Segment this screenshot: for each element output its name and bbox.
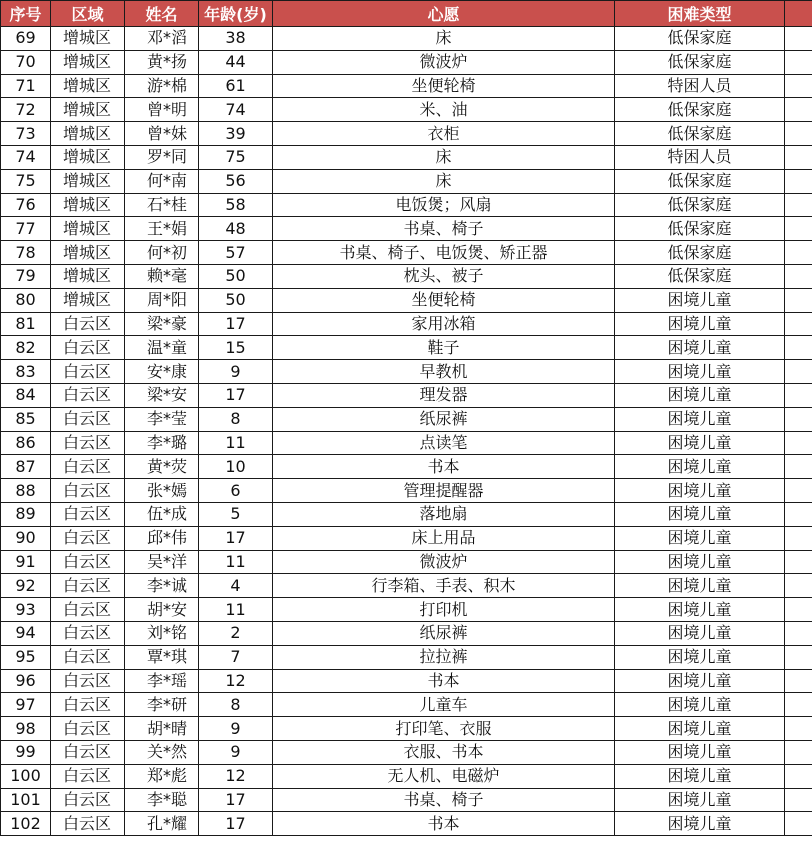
cell-wish: 落地扇 (273, 502, 615, 526)
cell-age: 9 (199, 360, 273, 384)
cell-extra (785, 574, 812, 598)
table-row (1, 360, 812, 384)
cell-age: 9 (199, 717, 273, 741)
cell-district: 增城区 (51, 264, 125, 288)
table-row (1, 169, 812, 193)
cell-age: 17 (199, 526, 273, 550)
table-row (1, 645, 812, 669)
cell-district: 白云区 (51, 455, 125, 479)
cell-type: 困境儿童 (615, 812, 785, 836)
cell-extra (785, 645, 812, 669)
cell-index: 70 (1, 50, 51, 74)
table-row (1, 241, 812, 265)
table-row (1, 217, 812, 241)
cell-age: 9 (199, 740, 273, 764)
cell-wish: 打印笔、衣服 (273, 717, 615, 741)
cell-index: 71 (1, 74, 51, 98)
cell-index: 94 (1, 621, 51, 645)
cell-district: 白云区 (51, 550, 125, 574)
cell-type: 困境儿童 (615, 288, 785, 312)
cell-extra (785, 217, 812, 241)
cell-name: 孔*耀 (125, 812, 199, 836)
cell-index: 83 (1, 360, 51, 384)
cell-type: 困境儿童 (615, 764, 785, 788)
cell-type: 困境儿童 (615, 526, 785, 550)
cell-extra (785, 169, 812, 193)
cell-district: 白云区 (51, 669, 125, 693)
cell-wish: 纸尿裤 (273, 407, 615, 431)
cell-age: 12 (199, 669, 273, 693)
header-wish: 心愿 (273, 1, 615, 27)
cell-type: 困境儿童 (615, 455, 785, 479)
cell-extra (785, 693, 812, 717)
cell-name: 温*童 (125, 336, 199, 360)
cell-wish: 书桌、椅子、电饭煲、矫正器 (273, 241, 615, 265)
cell-district: 增城区 (51, 241, 125, 265)
cell-district: 白云区 (51, 574, 125, 598)
table-row (1, 288, 812, 312)
cell-extra (785, 455, 812, 479)
cell-type: 困境儿童 (615, 360, 785, 384)
cell-type: 困境儿童 (615, 502, 785, 526)
cell-district: 白云区 (51, 479, 125, 503)
cell-wish: 书桌、椅子 (273, 788, 615, 812)
cell-age: 50 (199, 264, 273, 288)
cell-name: 黄*扬 (125, 50, 199, 74)
cell-type: 困境儿童 (615, 407, 785, 431)
cell-name: 赖*毫 (125, 264, 199, 288)
cell-extra (785, 502, 812, 526)
cell-wish: 床 (273, 27, 615, 51)
cell-name: 黄*荧 (125, 455, 199, 479)
cell-type: 低保家庭 (615, 98, 785, 122)
cell-wish: 床 (273, 145, 615, 169)
table-row (1, 383, 812, 407)
cell-district: 增城区 (51, 217, 125, 241)
cell-type: 困境儿童 (615, 598, 785, 622)
table-row (1, 764, 812, 788)
cell-index: 102 (1, 812, 51, 836)
cell-age: 5 (199, 502, 273, 526)
table-row (1, 264, 812, 288)
cell-wish: 微波炉 (273, 550, 615, 574)
table-row (1, 50, 812, 74)
header-district: 区域 (51, 1, 125, 27)
cell-wish: 坐便轮椅 (273, 288, 615, 312)
cell-district: 白云区 (51, 598, 125, 622)
cell-name: 关*然 (125, 740, 199, 764)
cell-type: 困境儿童 (615, 383, 785, 407)
cell-index: 80 (1, 288, 51, 312)
cell-index: 75 (1, 169, 51, 193)
cell-name: 张*嫣 (125, 479, 199, 503)
cell-district: 白云区 (51, 717, 125, 741)
cell-index: 96 (1, 669, 51, 693)
cell-district: 增城区 (51, 288, 125, 312)
cell-index: 78 (1, 241, 51, 265)
cell-district: 白云区 (51, 360, 125, 384)
cell-age: 75 (199, 145, 273, 169)
cell-age: 57 (199, 241, 273, 265)
cell-name: 李*研 (125, 693, 199, 717)
table-row (1, 145, 812, 169)
header-index: 序号 (1, 1, 51, 27)
cell-extra (785, 621, 812, 645)
cell-age: 56 (199, 169, 273, 193)
cell-age: 7 (199, 645, 273, 669)
table-row (1, 193, 812, 217)
cell-wish: 拉拉裤 (273, 645, 615, 669)
cell-name: 曾*明 (125, 98, 199, 122)
cell-name: 梁*豪 (125, 312, 199, 336)
cell-index: 72 (1, 98, 51, 122)
table-row (1, 74, 812, 98)
cell-type: 低保家庭 (615, 50, 785, 74)
cell-type: 低保家庭 (615, 169, 785, 193)
cell-age: 6 (199, 479, 273, 503)
cell-index: 89 (1, 502, 51, 526)
cell-district: 白云区 (51, 407, 125, 431)
cell-type: 特困人员 (615, 74, 785, 98)
cell-wish: 早教机 (273, 360, 615, 384)
cell-wish: 枕头、被子 (273, 264, 615, 288)
cell-age: 11 (199, 598, 273, 622)
cell-index: 77 (1, 217, 51, 241)
cell-age: 17 (199, 312, 273, 336)
cell-extra (785, 788, 812, 812)
cell-age: 11 (199, 431, 273, 455)
table-row (1, 336, 812, 360)
cell-extra (785, 98, 812, 122)
cell-district: 白云区 (51, 526, 125, 550)
cell-age: 15 (199, 336, 273, 360)
cell-name: 周*阳 (125, 288, 199, 312)
header-type: 困难类型 (615, 1, 785, 27)
cell-wish: 书桌、椅子 (273, 217, 615, 241)
cell-wish: 电饭煲；风扇 (273, 193, 615, 217)
cell-district: 白云区 (51, 693, 125, 717)
cell-wish: 书本 (273, 455, 615, 479)
cell-index: 74 (1, 145, 51, 169)
cell-name: 何*初 (125, 241, 199, 265)
table-row (1, 431, 812, 455)
cell-index: 88 (1, 479, 51, 503)
cell-name: 李*聪 (125, 788, 199, 812)
cell-extra (785, 669, 812, 693)
cell-extra (785, 717, 812, 741)
cell-wish: 行李箱、手表、积木 (273, 574, 615, 598)
table-row (1, 574, 812, 598)
cell-district: 增城区 (51, 74, 125, 98)
cell-name: 吴*洋 (125, 550, 199, 574)
table-row (1, 621, 812, 645)
cell-extra (785, 336, 812, 360)
cell-type: 困境儿童 (615, 312, 785, 336)
cell-index: 81 (1, 312, 51, 336)
cell-district: 白云区 (51, 336, 125, 360)
cell-type: 特困人员 (615, 145, 785, 169)
cell-index: 95 (1, 645, 51, 669)
cell-wish: 儿童车 (273, 693, 615, 717)
cell-name: 覃*琪 (125, 645, 199, 669)
cell-district: 白云区 (51, 812, 125, 836)
table-body (1, 27, 812, 836)
cell-wish: 坐便轮椅 (273, 74, 615, 98)
cell-extra (785, 431, 812, 455)
cell-age: 10 (199, 455, 273, 479)
cell-index: 91 (1, 550, 51, 574)
cell-name: 安*康 (125, 360, 199, 384)
cell-wish: 家用冰箱 (273, 312, 615, 336)
cell-wish: 书本 (273, 812, 615, 836)
cell-age: 39 (199, 122, 273, 146)
table-row (1, 407, 812, 431)
cell-age: 17 (199, 812, 273, 836)
cell-name: 邱*伟 (125, 526, 199, 550)
cell-district: 白云区 (51, 621, 125, 645)
header-extra (785, 1, 812, 27)
cell-age: 74 (199, 98, 273, 122)
cell-index: 69 (1, 27, 51, 51)
cell-wish: 衣柜 (273, 122, 615, 146)
cell-index: 97 (1, 693, 51, 717)
cell-district: 白云区 (51, 645, 125, 669)
cell-wish: 米、油 (273, 98, 615, 122)
table-row (1, 502, 812, 526)
cell-extra (785, 145, 812, 169)
table-row (1, 312, 812, 336)
cell-wish: 管理提醒器 (273, 479, 615, 503)
cell-extra (785, 550, 812, 574)
cell-age: 38 (199, 27, 273, 51)
cell-district: 白云区 (51, 764, 125, 788)
cell-index: 82 (1, 336, 51, 360)
cell-name: 李*莹 (125, 407, 199, 431)
cell-type: 困境儿童 (615, 717, 785, 741)
cell-age: 44 (199, 50, 273, 74)
table-row (1, 598, 812, 622)
cell-wish: 书本 (273, 669, 615, 693)
cell-district: 白云区 (51, 502, 125, 526)
table-row (1, 526, 812, 550)
cell-extra (785, 407, 812, 431)
header-row (1, 1, 812, 27)
cell-age: 11 (199, 550, 273, 574)
cell-index: 73 (1, 122, 51, 146)
cell-type: 困境儿童 (615, 621, 785, 645)
cell-name: 石*桂 (125, 193, 199, 217)
cell-extra (785, 264, 812, 288)
cell-extra (785, 383, 812, 407)
table-row (1, 669, 812, 693)
cell-district: 增城区 (51, 27, 125, 51)
cell-type: 低保家庭 (615, 264, 785, 288)
cell-extra (785, 27, 812, 51)
cell-extra (785, 74, 812, 98)
cell-wish: 打印机 (273, 598, 615, 622)
cell-index: 92 (1, 574, 51, 598)
header-name: 姓名 (125, 1, 199, 27)
cell-extra (785, 312, 812, 336)
cell-type: 困境儿童 (615, 431, 785, 455)
cell-index: 93 (1, 598, 51, 622)
cell-extra (785, 122, 812, 146)
cell-extra (785, 50, 812, 74)
cell-district: 增城区 (51, 122, 125, 146)
cell-name: 胡*安 (125, 598, 199, 622)
table-row (1, 812, 812, 836)
cell-extra (785, 193, 812, 217)
cell-wish: 无人机、电磁炉 (273, 764, 615, 788)
cell-name: 罗*同 (125, 145, 199, 169)
table-row (1, 479, 812, 503)
cell-index: 100 (1, 764, 51, 788)
cell-index: 87 (1, 455, 51, 479)
cell-age: 50 (199, 288, 273, 312)
cell-district: 增城区 (51, 50, 125, 74)
cell-age: 8 (199, 693, 273, 717)
cell-index: 86 (1, 431, 51, 455)
cell-name: 刘*铭 (125, 621, 199, 645)
cell-age: 4 (199, 574, 273, 598)
cell-name: 李*璐 (125, 431, 199, 455)
cell-type: 困境儿童 (615, 645, 785, 669)
cell-index: 98 (1, 717, 51, 741)
table-row (1, 27, 812, 51)
cell-index: 90 (1, 526, 51, 550)
cell-wish: 鞋子 (273, 336, 615, 360)
table-row (1, 717, 812, 741)
table-row (1, 740, 812, 764)
cell-index: 99 (1, 740, 51, 764)
header-age: 年龄(岁) (199, 1, 273, 27)
cell-extra (785, 598, 812, 622)
table-row (1, 122, 812, 146)
cell-age: 48 (199, 217, 273, 241)
cell-extra (785, 288, 812, 312)
cell-name: 邓*滔 (125, 27, 199, 51)
cell-extra (785, 360, 812, 384)
cell-type: 困境儿童 (615, 693, 785, 717)
cell-type: 低保家庭 (615, 122, 785, 146)
cell-name: 伍*成 (125, 502, 199, 526)
cell-name: 王*娟 (125, 217, 199, 241)
table-row (1, 788, 812, 812)
cell-name: 郑*彪 (125, 764, 199, 788)
cell-age: 61 (199, 74, 273, 98)
cell-name: 胡*晴 (125, 717, 199, 741)
cell-wish: 理发器 (273, 383, 615, 407)
cell-type: 困境儿童 (615, 479, 785, 503)
cell-district: 白云区 (51, 431, 125, 455)
cell-type: 困境儿童 (615, 788, 785, 812)
cell-age: 17 (199, 788, 273, 812)
cell-district: 白云区 (51, 312, 125, 336)
cell-index: 84 (1, 383, 51, 407)
table-row (1, 98, 812, 122)
cell-extra (785, 526, 812, 550)
cell-name: 游*棉 (125, 74, 199, 98)
cell-age: 8 (199, 407, 273, 431)
cell-index: 76 (1, 193, 51, 217)
cell-district: 白云区 (51, 788, 125, 812)
cell-index: 85 (1, 407, 51, 431)
cell-extra (785, 241, 812, 265)
cell-district: 增城区 (51, 169, 125, 193)
cell-district: 增城区 (51, 98, 125, 122)
cell-index: 79 (1, 264, 51, 288)
cell-type: 困境儿童 (615, 574, 785, 598)
cell-type: 困境儿童 (615, 336, 785, 360)
cell-name: 李*瑶 (125, 669, 199, 693)
cell-type: 低保家庭 (615, 27, 785, 51)
cell-age: 12 (199, 764, 273, 788)
cell-name: 何*南 (125, 169, 199, 193)
cell-district: 增城区 (51, 193, 125, 217)
cell-age: 2 (199, 621, 273, 645)
cell-wish: 床 (273, 169, 615, 193)
cell-district: 增城区 (51, 145, 125, 169)
cell-age: 58 (199, 193, 273, 217)
cell-wish: 床上用品 (273, 526, 615, 550)
cell-district: 白云区 (51, 383, 125, 407)
cell-district: 白云区 (51, 740, 125, 764)
cell-age: 17 (199, 383, 273, 407)
cell-wish: 微波炉 (273, 50, 615, 74)
cell-extra (785, 764, 812, 788)
cell-name: 曾*妹 (125, 122, 199, 146)
cell-name: 李*诚 (125, 574, 199, 598)
cell-extra (785, 740, 812, 764)
cell-type: 困境儿童 (615, 669, 785, 693)
cell-type: 低保家庭 (615, 217, 785, 241)
cell-wish: 纸尿裤 (273, 621, 615, 645)
cell-extra (785, 812, 812, 836)
cell-wish: 衣服、书本 (273, 740, 615, 764)
cell-type: 困境儿童 (615, 550, 785, 574)
table-row (1, 550, 812, 574)
table-row (1, 693, 812, 717)
cell-index: 101 (1, 788, 51, 812)
cell-type: 低保家庭 (615, 193, 785, 217)
cell-type: 困境儿童 (615, 740, 785, 764)
table-row (1, 455, 812, 479)
cell-type: 低保家庭 (615, 241, 785, 265)
cell-extra (785, 479, 812, 503)
cell-wish: 点读笔 (273, 431, 615, 455)
cell-name: 梁*安 (125, 383, 199, 407)
